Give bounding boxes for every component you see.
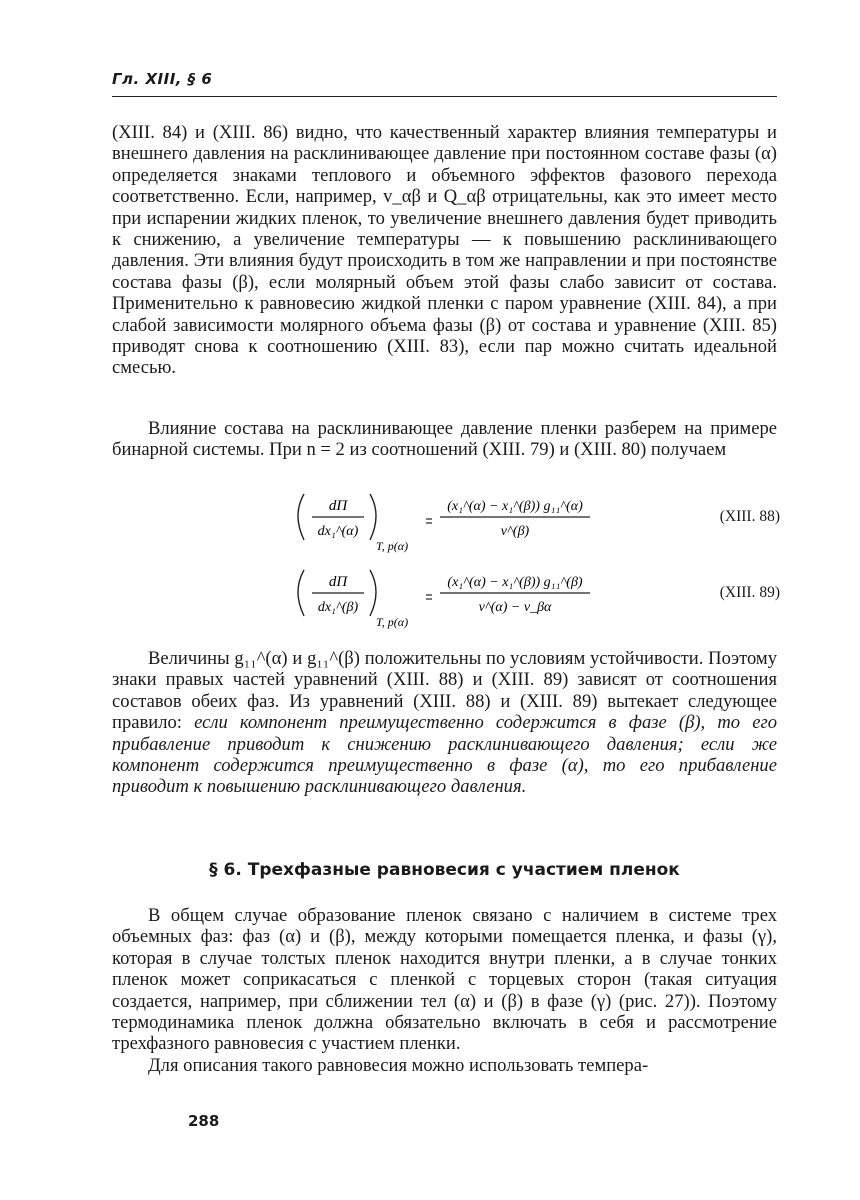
eq2-rhs-denominator: v^(α) − v_βα bbox=[478, 600, 552, 615]
eq2-lhs-numerator: dΠ bbox=[328, 574, 348, 590]
running-head: Гл. XIII, § 6 bbox=[112, 70, 213, 88]
paragraph-5-text: Для описания такого равновесия можно использовать темпера- bbox=[148, 1054, 649, 1076]
eq1-rhs-numerator: (x₁^(α) − x₁^(β)) g₁₁^(α) bbox=[447, 499, 583, 514]
paragraph-4-text: В общем случае образование пленок связано с наличием в системе трех объемных фаз: фаз (α) и (β), между которыми помещается пленка, и фазы (γ), которая в случае толстых пленок находится внутри пленки, а в случае тонких пленок может соприкасаться с пленкой с торцевых сторон (такая ситуация создается, например, при сближении тел (α) и (β) в фазе (γ) (рис. 27)). Поэтому термодинамика пленок должна обязательно включать в себя и рассмотрение трехфазного равновесия с участием пленки. bbox=[112, 905, 777, 1055]
equation-label-xiii-89: (XIII. 89) bbox=[719, 584, 780, 601]
eq2-lhs-subscript: T, p(α) bbox=[376, 615, 409, 629]
equation-xiii-89-graphic bbox=[290, 566, 670, 628]
eq1-rhs-denominator: v^(β) bbox=[500, 524, 530, 539]
equation-label-xiii-88: (XIII. 88) bbox=[719, 508, 780, 525]
paragraph-3-rule: если компонент преимущественно содержится в фазе (β), то его прибавление приводит к снижению расклинивающего давления; если же компонент содержится преимущественно в фазе (α), то его прибавление приводит к повышению расклинивающего давления. bbox=[112, 712, 777, 798]
paragraph-4 bbox=[112, 905, 777, 1076]
equation-xiii-88-graphic bbox=[290, 490, 670, 552]
equation-xiii-88 bbox=[290, 490, 780, 552]
paragraph-3 bbox=[112, 648, 777, 798]
equation-xiii-89 bbox=[290, 566, 780, 628]
section-heading: § 6. Трехфазные равновесия с участием пленок bbox=[209, 860, 680, 880]
header-rule bbox=[112, 96, 777, 97]
page-number: 288 bbox=[188, 1112, 220, 1130]
paragraph-2 bbox=[112, 418, 777, 461]
eq2-lhs-denominator: dx₁^(β) bbox=[317, 600, 359, 615]
paragraph-3-lead: Величины g₁₁^(α) и g₁₁^(β) положительны по условиям устойчивости. Поэтому знаки правых частей уравнений (XIII. 88) и (XIII. 89) зависят от соотношения составов обеих фаз. Из уравнений (XIII. 88) и (XIII. 89) вытекает следующее правило: bbox=[112, 648, 777, 734]
paragraph-3-text bbox=[112, 648, 777, 798]
eq1-lhs-numerator: dΠ bbox=[328, 498, 348, 514]
eq1-lhs-subscript: T, p(α) bbox=[376, 539, 409, 553]
eq1-lhs-denominator: dx₁^(α) bbox=[317, 524, 359, 539]
eq2-rhs-numerator: (x₁^(α) − x₁^(β)) g₁₁^(β) bbox=[447, 575, 583, 590]
paragraph-1-text: (XIII. 84) и (XIII. 86) видно, что качественный характер влияния температуры и внешнего давления на расклинивающее давление при постоянном составе фазы (α) определяется знаками теплового и объемного эффектов фазового перехода соответственно. Если, например, v_αβ и Q_αβ отрицательны, как это имеет место при испарении жидких пленок, то увеличение внешнего давления будет приводить к снижению, а увеличение температуры — к повышению расклинивающего давления. Эти влияния будут происходить в том же направлении и при постоянстве состава фазы (β), если молярный объем этой фазы слабо зависит от состава. Применительно к равновесию жидкой пленки с паром уравнение (XIII. 84), а при слабой зависимости молярного объема фазы (β) от состава и уравнение (XIII. 85) приводят снова к соотношению (XIII. 83), если пар можно считать идеальной смесью. bbox=[112, 122, 777, 379]
paragraph-1 bbox=[112, 122, 777, 379]
paragraph-2-text: Влияние состава на расклинивающее давление пленки разберем на примере бинарной системы. При n = 2 из соотношений (XIII. 79) и (XIII. 80) получаем bbox=[112, 418, 777, 461]
